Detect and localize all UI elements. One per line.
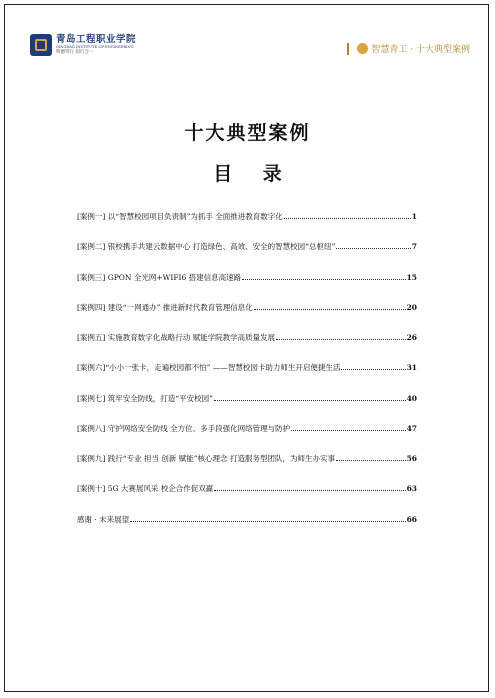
- toc-entry[interactable]: [77, 272, 417, 302]
- document-title: 十大典型案例: [184, 122, 311, 144]
- toc-entry[interactable]: [77, 332, 417, 362]
- toc-entry-label: [案例六]“小小一张卡，走遍校园都不怕” ——智慧校园卡助力师生开启便捷生活: [77, 363, 341, 373]
- toc-leader-dots: [276, 339, 405, 340]
- toc-leader-dots: [284, 218, 411, 219]
- school-emblem-icon: [30, 34, 52, 56]
- toc-entry-page: 40: [406, 393, 417, 403]
- logo-motto: 明德笃行 知行合一: [56, 50, 94, 55]
- toc-entry-page: 56: [406, 454, 417, 463]
- toc-leader-dots: [242, 279, 405, 280]
- page-header: [30, 34, 470, 66]
- toc-leader-dots: [214, 400, 406, 401]
- toc-entry[interactable]: [77, 302, 417, 332]
- toc-entry-page: 1: [411, 212, 417, 221]
- toc-entry[interactable]: [77, 453, 417, 483]
- toc-entry-page: 63: [406, 484, 417, 494]
- toc-leader-dots: [341, 369, 405, 370]
- toc-leader-dots: [254, 309, 406, 310]
- toc-entry[interactable]: [77, 514, 417, 544]
- divider: [347, 43, 349, 55]
- toc-entry-page: 26: [406, 333, 417, 342]
- series-logo-icon: [357, 43, 368, 54]
- toc-entry-label: [案例三] GPON 全光网+WIFI6 搭建信息高速路: [77, 272, 242, 282]
- toc-entry-page: 47: [406, 423, 417, 433]
- series-title: [347, 42, 470, 55]
- toc-entry[interactable]: [77, 362, 417, 392]
- toc-entry-page: 20: [406, 302, 417, 312]
- toc-leader-dots: [336, 460, 406, 461]
- toc-leader-dots: [291, 430, 405, 431]
- toc-entry-page: 7: [411, 242, 417, 252]
- toc-entry-label: [案例五] 实施教育数字化战略行动 赋能学院教学高质量发展: [77, 333, 276, 342]
- logo-school-name: 青岛工程职业学院: [56, 34, 137, 45]
- toc-entry[interactable]: [77, 483, 417, 513]
- toc-entry-label: [案例二] 银校携手共建云数据中心 打造绿色、高效、安全的智慧校园“总枢纽”: [77, 242, 336, 252]
- toc-entry-label: [案例四] 建设“一网通办” 推进新时代教育管理信息化: [77, 302, 253, 312]
- toc-entry[interactable]: [77, 423, 417, 453]
- toc-entry-page: 15: [406, 272, 417, 282]
- toc-entry-label: [案例七] 筑牢安全防线，打造“平安校园”: [77, 393, 213, 403]
- toc-entry-label: [案例九] 践行“专业 担当 创新 赋能”核心理念 打造服务型团队，为师生办实事: [77, 454, 335, 463]
- toc-entry-label: [案例十] 5G 大赛展风采 校企合作促双赢: [77, 484, 214, 494]
- logo-english-name: QINGDAO INSTITUTE OF ENGINEERING: [56, 45, 134, 49]
- toc-entry[interactable]: [77, 241, 417, 271]
- toc-entry-label: [案例一] 以“智慧校园项目负责制”为抓手 全面推进教育数字化: [77, 212, 283, 221]
- toc-entry[interactable]: [77, 211, 417, 241]
- series-title-text: 智慧青工 · 十大典型案例: [371, 45, 470, 55]
- toc-leader-dots: [214, 490, 405, 491]
- toc-leader-dots: [336, 248, 410, 249]
- toc-entry-label: 感谢 · 未来展望: [77, 514, 130, 524]
- toc-entry-label: [案例八] 守护网络安全防线 全方位、多手段强化网络管理与防护: [77, 423, 291, 433]
- toc-leader-dots: [130, 521, 405, 522]
- school-logo: [30, 34, 136, 56]
- toc-entry[interactable]: [77, 393, 417, 423]
- toc-heading: 目 录: [213, 163, 294, 185]
- toc-entry-page: 66: [406, 514, 417, 524]
- toc-entry-page: 31: [406, 363, 417, 373]
- table-of-contents: [77, 211, 417, 544]
